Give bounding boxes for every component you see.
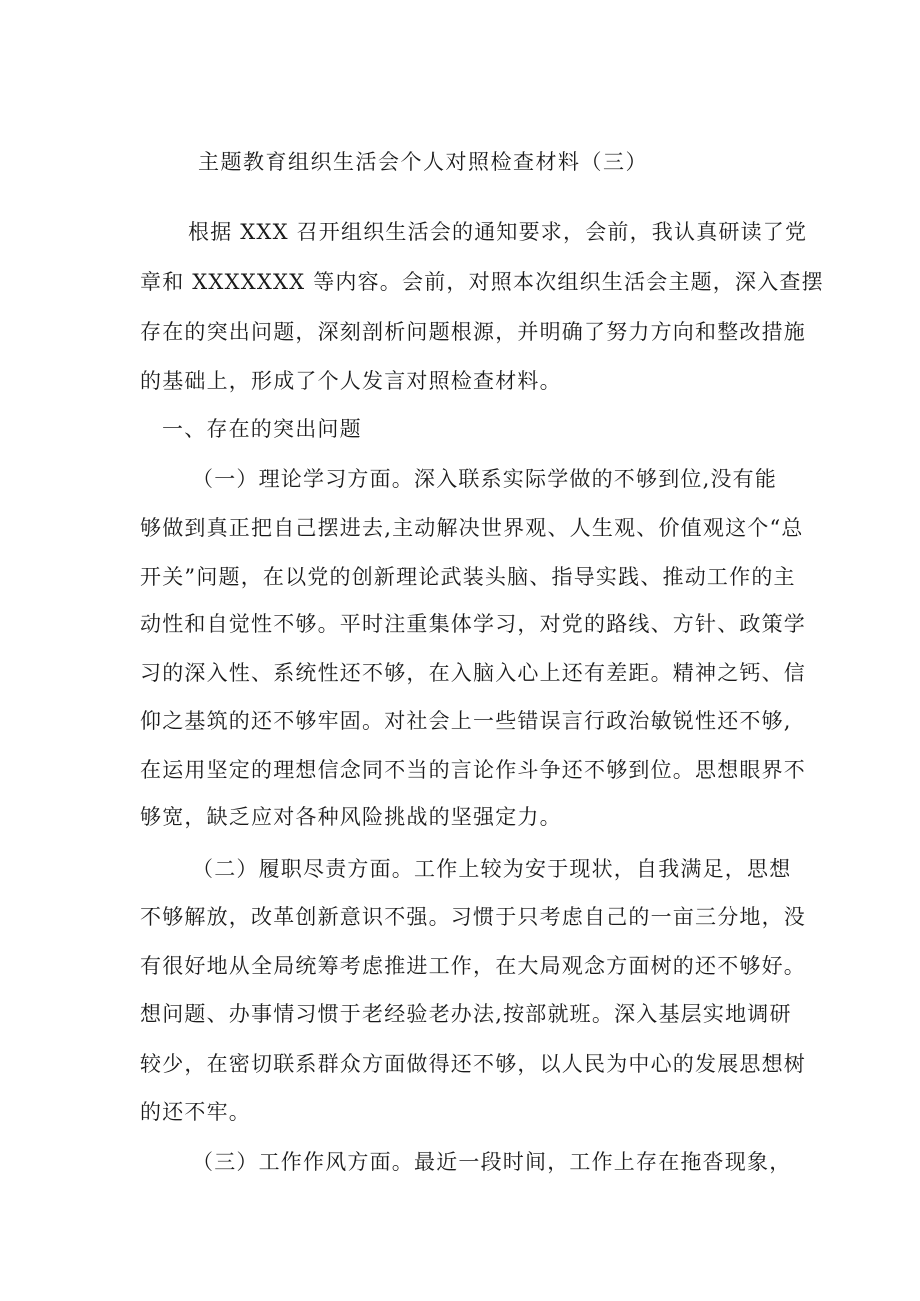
- text-line: 想问题、办事情习惯于老经验老办法,按部就班。深入基层实地调研: [140, 1002, 792, 1026]
- text-line: （二）履职尽责方面。工作上较为安于现状，自我满足，思想: [192, 857, 792, 881]
- text-line: 开关”问题，在以党的创新理论武装头脑、指导实践、推动工作的主: [140, 565, 796, 589]
- text-line: （一）理论学习方面。深入联系实际学做的不够到位,没有能: [192, 467, 778, 491]
- text-line: 动性和自觉性不够。平时注重集体学习，对党的路线、方针、政策学: [140, 612, 806, 636]
- text-line: 够宽，缺乏应对各种风险挑战的坚强定力。: [140, 805, 562, 829]
- text-line: 仰之基筑的还不够牢固。对社会上一些错误言行政治敏锐性还不够,: [140, 709, 792, 733]
- section-heading: 一、存在的突出问题: [162, 417, 362, 441]
- text-line: 根据 XXX 召开组织生活会的通知要求，会前，我认真研读了党: [188, 220, 808, 244]
- text-line: （三）工作作风方面。最近一段时间，工作上存在拖沓现象，: [192, 1150, 792, 1174]
- text-line: 较少，在密切联系群众方面做得还不够，以人民为中心的发展思想树: [140, 1052, 806, 1076]
- text-line: 的基础上，形成了个人发言对照检查材料。: [140, 369, 562, 393]
- text-line: 在运用坚定的理想信念同不当的言论作斗争还不够到位。思想眼界不: [140, 758, 806, 782]
- text-line: 习的深入性、系统性还不够，在入脑入心上还有差距。精神之钙、信: [140, 661, 806, 685]
- text-line: 够做到真正把自己摆进去,主动解决世界观、人生观、价值观这个“总: [140, 516, 804, 540]
- text-line: 不够解放，改革创新意识不强。习惯于只考虑自己的一亩三分地，没: [140, 905, 806, 929]
- text-line: 的还不牢。: [140, 1100, 251, 1124]
- document-title: 主题教育组织生活会个人对照检查材料（三）: [198, 150, 648, 174]
- text-line: 有很好地从全局统筹考虑推进工作，在大局观念方面树的还不够好。: [140, 954, 806, 978]
- text-line: 存在的突出问题，深刻剖析问题根源，并明确了努力方向和整改措施: [140, 320, 806, 344]
- text-line: 章和 XXXXXXX 等内容。会前，对照本次组织生活会主题，深入查摆: [140, 270, 824, 294]
